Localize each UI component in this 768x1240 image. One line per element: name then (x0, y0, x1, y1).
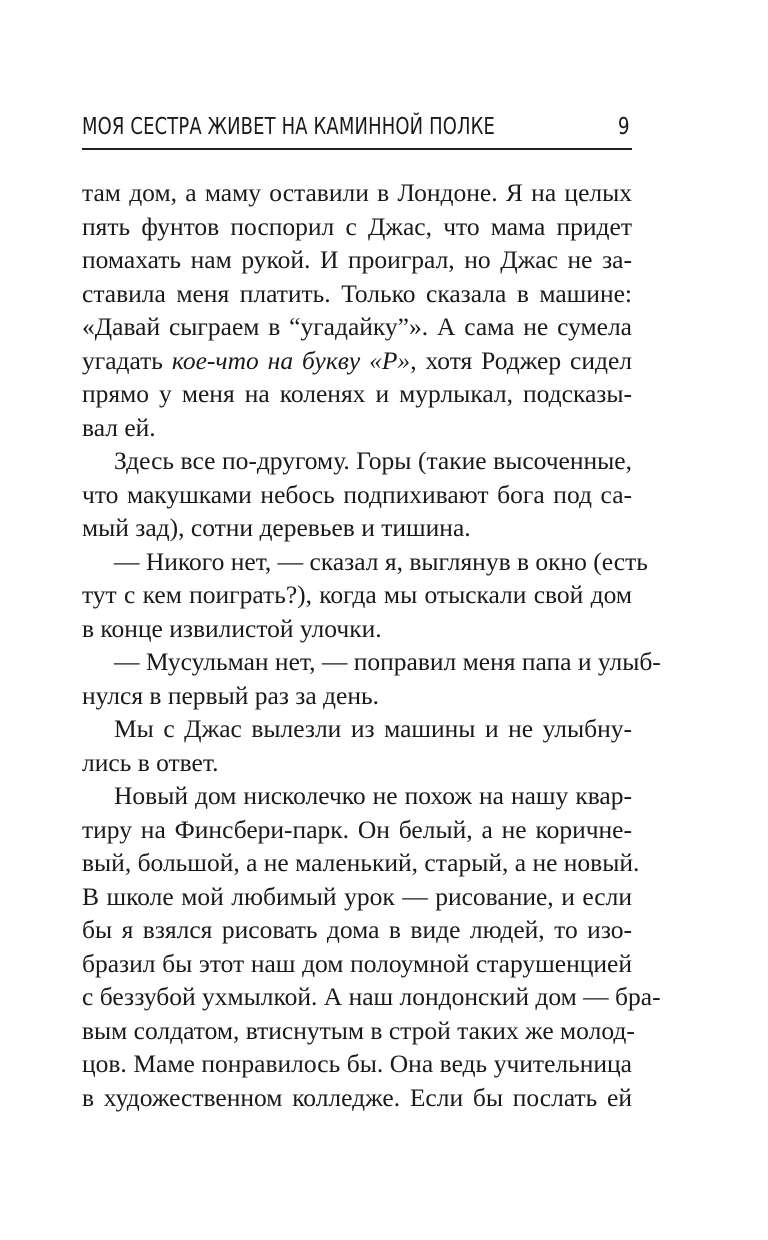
text-line: вым солдатом, втиснутым в строй таких же молод- (82, 1015, 635, 1045)
paragraph-1 (82, 176, 632, 444)
text-line: пять фунтов поспорил с Джас, что мама придет (82, 211, 632, 241)
text-line: там дом, а маму оставили в Лондоне. Я на целых (82, 178, 632, 207)
text-line: «Давай сыграем в “угадайку”». А сама не сумела (82, 312, 632, 341)
text-line: ставила меня платить. Только сказала в машине: (82, 278, 632, 308)
text-line-mixed (82, 344, 632, 378)
paragraph-6 (82, 779, 661, 1114)
body-text (82, 176, 661, 1114)
text-line: тиру на Финсбери-парк. Он белый, а не коричне- (82, 814, 632, 844)
paragraph-4 (82, 645, 661, 712)
text-fragment: угадать (82, 345, 172, 375)
text-line: цов. Маме понравилось бы. Она ведь учительница (82, 1049, 632, 1078)
text-line: бразил бы этот наш дом полоумной старушенцией (82, 948, 632, 978)
text-line: Здесь все по-другому. Горы (такие высоченные, (114, 446, 632, 475)
text-line: бы я взялся рисовать дома в виде людей, то изо- (82, 915, 632, 944)
text-fragment: , хотя Роджер сидел (410, 345, 632, 375)
running-title: МОЯ СЕСТРА ЖИВЕТ НА КАМИННОЙ ПОЛКЕ (82, 114, 496, 140)
text-line: — Мусульман нет, — поправил меня папа и улыб- (114, 647, 661, 676)
text-line: Новый дом нисколечко не похож на нашу квар- (114, 781, 632, 810)
text-line: — Никого нет, — сказал я, выглянув в окно (есть (114, 546, 648, 576)
text-line: Мы с Джас вылезли из машины и не улыбну- (114, 714, 632, 743)
text-line: в конце извилистой улочки. (82, 613, 382, 643)
paragraph-2 (82, 444, 632, 545)
text-line: прямо у меня на коленях и мурлыкал, подсказы- (82, 379, 632, 408)
text-line: в художественном колледже. Если бы послать ей (82, 1082, 632, 1112)
text-line: лись в ответ. (82, 747, 219, 777)
text-line: вал ей. (82, 412, 156, 442)
text-line: В школе мой любимый урок — рисование, и если (82, 881, 632, 911)
italic-fragment: кое-что на букву «Р» (171, 345, 411, 375)
text-line: тут с кем поиграть?), когда мы отыскали свой дом (82, 580, 632, 609)
text-line: с беззубой ухмылкой. А наш лондонский дом — бра- (82, 982, 661, 1011)
text-line: помахать нам рукой. И проиграл, но Джас не за- (82, 245, 632, 274)
page-number: 9 (618, 114, 630, 140)
text-line: что макушками небось подпихивают бога под са- (82, 479, 632, 509)
text-line: нулся в первый раз за день. (82, 680, 379, 710)
running-header (82, 110, 632, 150)
paragraph-5 (82, 712, 632, 779)
paragraph-3 (82, 545, 648, 646)
text-line: вый, большой, а не маленький, старый, а не новый. (82, 848, 640, 877)
text-line: мый зад), сотни деревьев и тишина. (82, 513, 471, 542)
